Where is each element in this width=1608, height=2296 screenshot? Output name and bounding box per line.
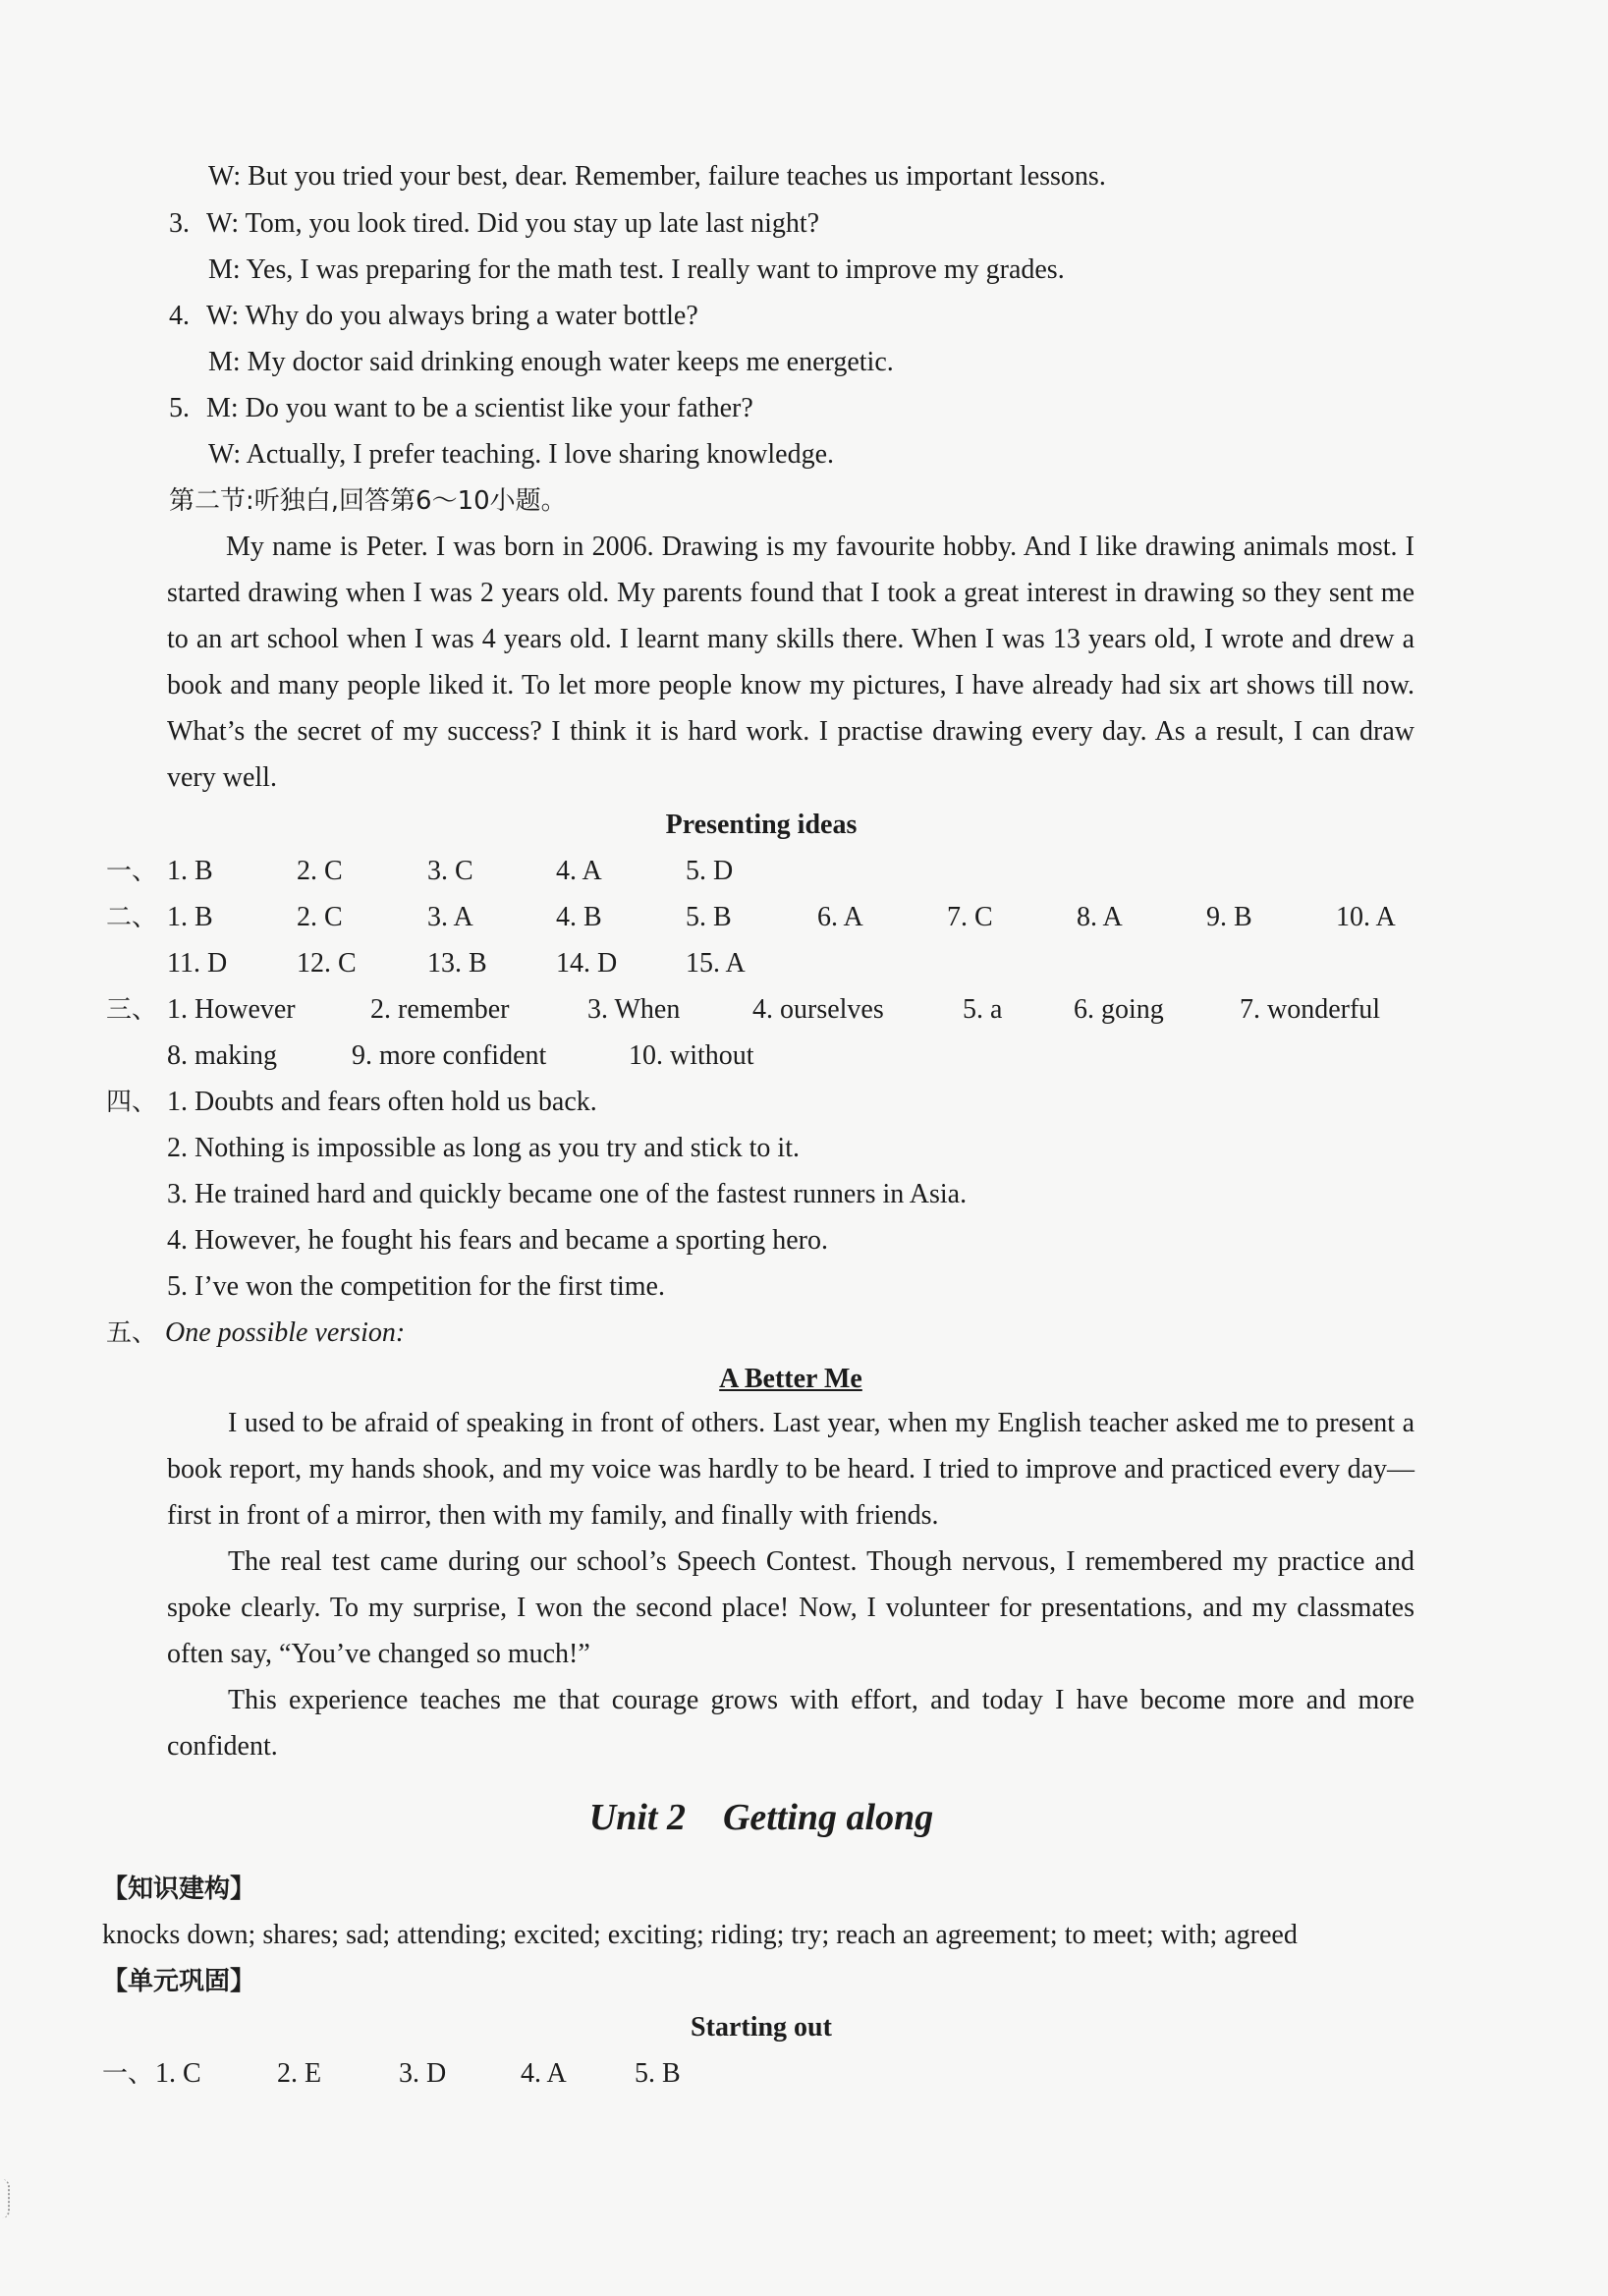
answer: 7. wonderful bbox=[1240, 994, 1381, 1025]
question-label: 二、 bbox=[106, 903, 158, 932]
question-label: 一、 bbox=[102, 2059, 154, 2089]
essay-paragraph: I used to be afraid of speaking in front of others. Last year, when my English teacher asked me to present a book report, my hands shook, and my voice was hardly to be heard. I tried to improve and practiced every day—first in front of a mirror, then with my family, and finally with friends. bbox=[167, 1408, 1414, 1531]
answer: 3. When bbox=[587, 994, 681, 1025]
answer: 2. E bbox=[277, 2058, 322, 2089]
item-number: 4. bbox=[169, 301, 190, 331]
dialogue-line: M: Do you want to be a scientist like your father? bbox=[206, 393, 753, 423]
consolidate-heading: 【单元巩固】 bbox=[102, 1967, 256, 1996]
dialogue-line: W: But you tried your best, dear. Remember, failure teaches us important lessons. bbox=[208, 161, 1106, 192]
dialogue-line: M: My doctor said drinking enough water keeps me energetic. bbox=[208, 347, 894, 377]
answer: 3. D bbox=[399, 2058, 447, 2089]
unit-title: Unit 2 Getting along bbox=[588, 1797, 934, 1838]
monologue-paragraph: My name is Peter. I was born in 2006. Drawing is my favourite hobby. And I like drawing animals most. I started drawing when I was 2 years old. My parents found that I took a great interest in drawing so they sent me to an art school when I was 4 years old. I learnt many skills there. When I was 13 years old, I wrote and drew a book and many people liked it. To let more people know my pictures, I have already had six art shows till now. What’s the secret of my success? I think it is hard work. I practise drawing every day. As a result, I can draw very well. bbox=[167, 532, 1414, 793]
essay-paragraph: This experience teaches me that courage grows with effort, and today I have become more and more confident. bbox=[167, 1685, 1414, 1762]
answer-sentence: 3. He trained hard and quickly became one of the fastest runners in Asia. bbox=[167, 1179, 968, 1209]
question-label: 一、 bbox=[106, 857, 158, 886]
section-title: Starting out bbox=[691, 2012, 832, 2043]
answer: 6. A bbox=[817, 902, 863, 932]
answer: 4. B bbox=[556, 902, 602, 932]
answer-sentence: 4. However, he fought his fears and became a sporting hero. bbox=[167, 1225, 828, 1256]
knowledge-heading: 【知识建构】 bbox=[102, 1875, 256, 1904]
essay-paragraph: The real test came during our school’s Speech Contest. Though nervous, I remembered my practice and spoke clearly. To my surprise, I won the second place! Now, I volunteer for presentations, and my classmates often say, “You’ve changed so much!” bbox=[167, 1546, 1414, 1669]
answer: 5. D bbox=[686, 856, 734, 886]
answer: 4. A bbox=[556, 856, 602, 886]
answer: 1. C bbox=[155, 2058, 201, 2089]
answer: 1. B bbox=[167, 902, 213, 932]
question-label: 四、 bbox=[106, 1088, 158, 1117]
answer: 9. B bbox=[1206, 902, 1252, 932]
answer: 11. D bbox=[167, 948, 228, 979]
answer: 15. A bbox=[686, 948, 746, 979]
item-number: 5. bbox=[169, 393, 190, 423]
answer: 2. remember bbox=[370, 994, 510, 1025]
item-number: 3. bbox=[169, 208, 190, 239]
section-title: Presenting ideas bbox=[665, 810, 858, 840]
answer: 1. However bbox=[167, 994, 296, 1025]
answer: 10. without bbox=[629, 1040, 754, 1071]
essay-title: A Better Me bbox=[719, 1364, 862, 1394]
answer: 12. C bbox=[297, 948, 357, 979]
dialogue-line: W: Actually, I prefer teaching. I love sharing knowledge. bbox=[208, 439, 835, 470]
answer: 13. B bbox=[427, 948, 487, 979]
answer: 2. C bbox=[297, 902, 343, 932]
dialogue-line: M: Yes, I was preparing for the math test. I really want to improve my grades. bbox=[208, 254, 1065, 285]
answer: 2. C bbox=[297, 856, 343, 886]
question-label: 五、 bbox=[106, 1318, 158, 1348]
answer: 5. B bbox=[635, 2058, 681, 2089]
answer: 5. a bbox=[963, 994, 1003, 1025]
answer: 5. B bbox=[686, 902, 732, 932]
question-label: 三、 bbox=[106, 995, 158, 1025]
answer-sentence: 5. I’ve won the competition for the first time. bbox=[167, 1271, 665, 1302]
answer: 4. A bbox=[521, 2058, 567, 2089]
answer: 8. A bbox=[1077, 902, 1123, 932]
answer: 6. going bbox=[1074, 994, 1164, 1025]
answer: 14. D bbox=[556, 948, 618, 979]
answer: 9. more confident bbox=[352, 1040, 547, 1071]
answer-sentence: 2. Nothing is impossible as long as you try and stick to it. bbox=[167, 1133, 800, 1163]
binding-mark bbox=[0, 2179, 10, 2218]
answer: 8. making bbox=[167, 1040, 277, 1071]
answer: 3. A bbox=[427, 902, 473, 932]
dialogue-line: W: Why do you always bring a water bottle? bbox=[206, 301, 698, 331]
answer: 4. ourselves bbox=[752, 994, 884, 1025]
answer: 1. B bbox=[167, 856, 213, 886]
version-note: One possible version: bbox=[165, 1317, 406, 1348]
knowledge-answers: knocks down; shares; sad; attending; excited; exciting; riding; try; reach an agreement; to meet; with; agreed bbox=[102, 1920, 1298, 1950]
answer-sentence: 1. Doubts and fears often hold us back. bbox=[167, 1087, 597, 1117]
dialogue-line: W: Tom, you look tired. Did you stay up late last night? bbox=[206, 208, 820, 239]
answer: 3. C bbox=[427, 856, 473, 886]
answer: 7. C bbox=[947, 902, 993, 932]
section-heading: 第二节:听独白,回答第6～10小题。 bbox=[169, 486, 567, 516]
answer: 10. A bbox=[1336, 902, 1396, 932]
